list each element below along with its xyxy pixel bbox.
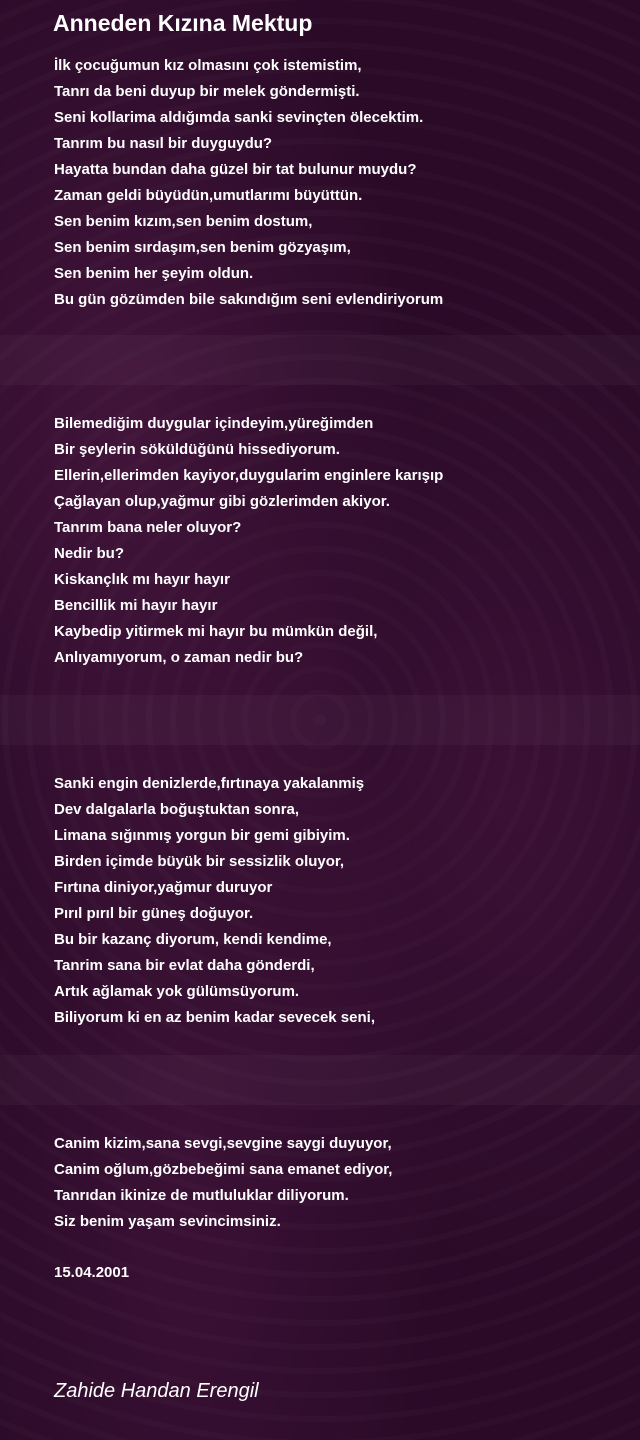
poem-line: Ellerin,ellerimden kayiyor,duygularim enginlere karışıp bbox=[54, 467, 444, 484]
poem-line: Limana sığınmış yorgun bir gemi gibiyim. bbox=[54, 827, 350, 844]
poem-line: Bu bir kazanç diyorum, kendi kendime, bbox=[54, 931, 332, 948]
poem-line: Seni kollarima aldığımda sanki sevinçten ölecektim. bbox=[54, 109, 424, 126]
poem-line: Kaybedip yitirmek mi hayır bu mümkün değil, bbox=[54, 623, 378, 640]
poem-line: Sanki engin denizlerde,fırtınaya yakalanmiş bbox=[54, 775, 365, 792]
poem-title: Anneden Kızına Mektup bbox=[53, 10, 313, 36]
background-band bbox=[0, 695, 640, 745]
poem-line: Bilemediğim duygular içindeyim,yüreğimden bbox=[54, 415, 374, 432]
poem-line: Biliyorum ki en az benim kadar sevecek seni, bbox=[54, 1009, 375, 1026]
background-band bbox=[0, 335, 640, 385]
poem-line: Tanrı da beni duyup bir melek göndermişti. bbox=[54, 83, 360, 100]
poem-line: Sen benim kızım,sen benim dostum, bbox=[54, 213, 313, 230]
poem-date: 15.04.2001 bbox=[54, 1264, 130, 1281]
poem-line: Zaman geldi büyüdün,umutlarımı büyüttün. bbox=[54, 187, 363, 204]
poem-line: Bencillik mi hayır hayır bbox=[54, 597, 218, 614]
poem-line: Bu gün gözümden bile sakındığım seni evlendiriyorum bbox=[54, 291, 444, 308]
poem-line: Tanrıdan ikinize de mutluluklar diliyorum. bbox=[54, 1187, 349, 1204]
poem-line: Hayatta bundan daha güzel bir tat bulunur muydu? bbox=[54, 161, 417, 178]
poem-line: Dev dalgalarla boğuştuktan sonra, bbox=[54, 801, 300, 818]
stanza-4 bbox=[54, 1131, 392, 1235]
poem-line: Pırıl pırıl bir güneş doğuyor. bbox=[54, 905, 254, 922]
poem-line: Canim oğlum,gözbebeğimi sana emanet ediyor, bbox=[54, 1161, 393, 1178]
poem-line: Artık ağlamak yok gülümsüyorum. bbox=[54, 983, 300, 1000]
background-band bbox=[0, 1055, 640, 1105]
poem-line: Kiskançlık mı hayır hayır bbox=[54, 571, 230, 588]
poem-line: Siz benim yaşam sevincimsiniz. bbox=[54, 1213, 281, 1230]
poem-line: Nedir bu? bbox=[54, 545, 124, 562]
poem-line: Anlıyamıyorum, o zaman nedir bu? bbox=[54, 649, 304, 666]
poem-line: İlk çocuğumun kız olmasını çok istemistim, bbox=[54, 57, 362, 74]
poem-line: Canim kizim,sana sevgi,sevgine saygi duyuyor, bbox=[54, 1135, 392, 1152]
poem-line: Çağlayan olup,yağmur gibi gözlerimden akiyor. bbox=[54, 493, 390, 510]
poem-line: Tanrım bu nasıl bir duyguydu? bbox=[54, 135, 273, 152]
poem-line: Sen benim her şeyim oldun. bbox=[54, 265, 254, 282]
poem-line: Tanrim sana bir evlat daha gönderdi, bbox=[54, 957, 315, 974]
stanza-1 bbox=[54, 53, 443, 313]
poem-author: Zahide Handan Erengil bbox=[54, 1380, 259, 1402]
poem-line: Birden içimde büyük bir sessizlik oluyor, bbox=[54, 853, 345, 870]
poem-line: Fırtına diniyor,yağmur duruyor bbox=[54, 879, 273, 896]
poem-line: Sen benim sırdaşım,sen benim gözyaşım, bbox=[54, 239, 351, 256]
stanza-3 bbox=[54, 771, 375, 1031]
poem-line: Bir şeylerin söküldüğünü hissediyorum. bbox=[54, 441, 340, 458]
stanza-2 bbox=[54, 411, 443, 671]
poem-line: Tanrım bana neler oluyor? bbox=[54, 519, 242, 536]
